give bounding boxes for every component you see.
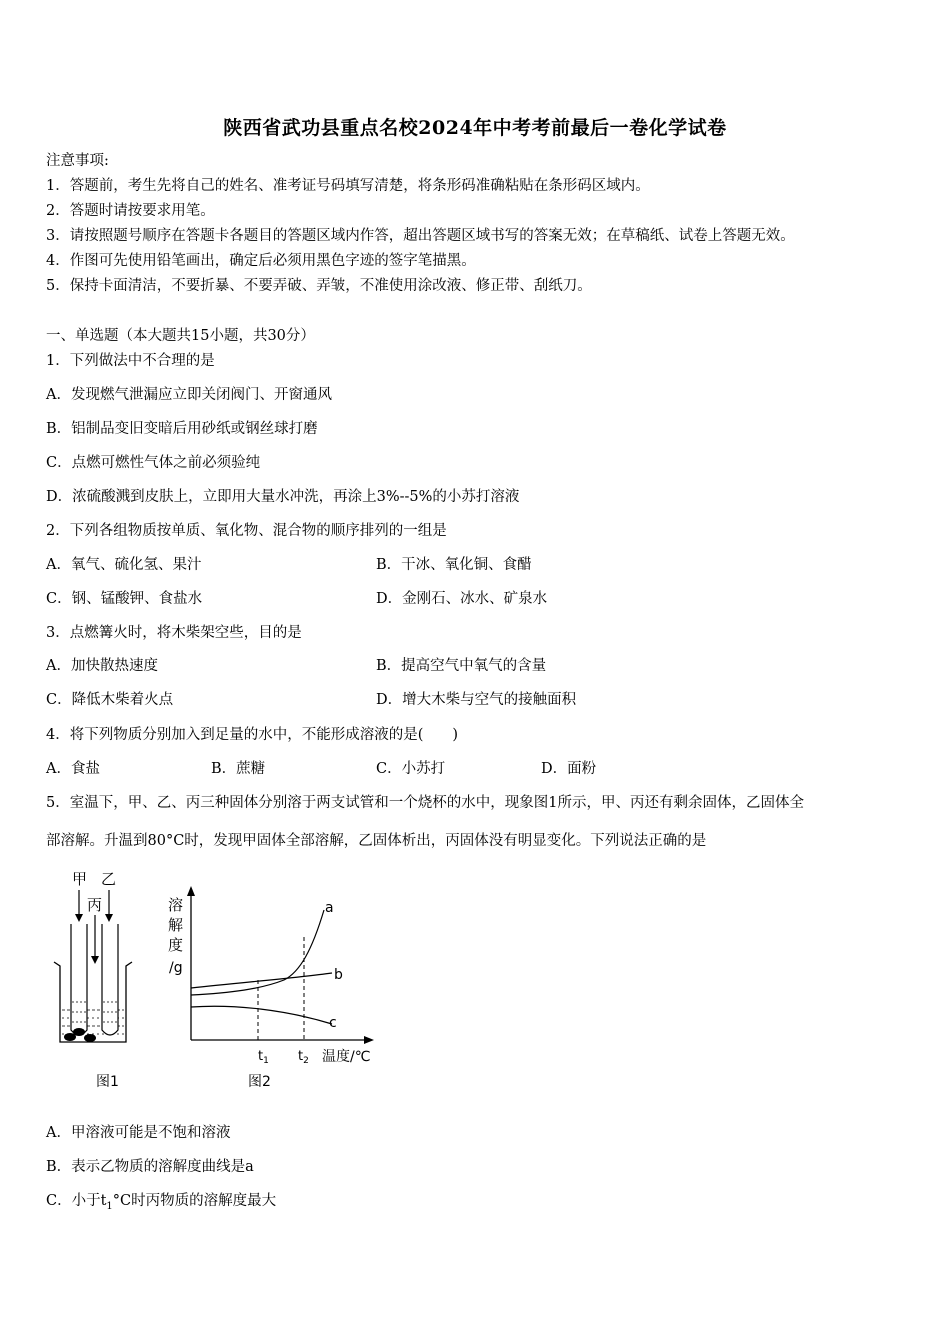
q4-option-c: C．小苏打 <box>376 761 446 777</box>
fig2-xlabel: 温度/℃ <box>322 1049 371 1065</box>
curve-c <box>191 1006 332 1024</box>
q5-option-a: A．甲溶液可能是不饱和溶液 <box>46 1125 231 1141</box>
q3-option-a: A．加快散热速度 <box>46 658 158 674</box>
notice-item-3: 3．请按照题号顺序在答题卡各题目的答题区域内作答，超出答题区域书写的答案无效；在草稿纸、试卷上答题无效。 <box>46 228 795 244</box>
q1-option-a: A．发现燃气泄漏应立即关闭阀门、开窗通风 <box>46 387 332 403</box>
q3-option-c: C．降低木柴着火点 <box>46 692 174 708</box>
notice-item-2: 2．答题时请按要求用笔。 <box>46 203 215 219</box>
fig2-ylabel-unit: /g <box>169 960 183 976</box>
q1-stem: 1．下列做法中不合理的是 <box>46 353 215 369</box>
q2-option-a: A．氧气、硫化氢、果汁 <box>46 557 202 573</box>
q4-stem: 4．将下列物质分别加入到足量的水中，不能形成溶液的是( ) <box>46 727 459 743</box>
fig1-label-jia: 甲 <box>72 870 88 888</box>
q1-option-d: D．浓硫酸溅到皮肤上，立即用大量水冲洗，再涂上3%--5%的小苏打溶液 <box>46 489 520 505</box>
q4-option-d: D．面粉 <box>541 761 597 777</box>
fig2-ylabel-2: 解 <box>168 916 184 934</box>
fig2-curve-c-label: c <box>329 1015 337 1031</box>
q2-option-d: D．金刚石、冰水、矿泉水 <box>376 591 548 607</box>
notice-item-1: 1．答题前，考生先将自己的姓名、准考证号码填写清楚，将条形码准确粘贴在条形码区域内。 <box>46 178 650 194</box>
figure1-beaker-diagram <box>54 870 132 1090</box>
fig1-caption: 图1 <box>96 1074 119 1090</box>
fig2-ylabel-1: 溶 <box>168 896 184 914</box>
q3-stem: 3．点燃篝火时，将木柴架空些，目的是 <box>46 625 302 641</box>
fig2-caption: 图2 <box>248 1074 271 1090</box>
notice-item-5: 5．保持卡面清洁，不要折暴、不要弄破、弄皱，不准使用涂改液、修正带、刮纸刀。 <box>46 278 592 294</box>
q3-option-b: B．提高空气中氧气的含量 <box>376 658 547 674</box>
q5-option-c: C．小于$t_1^\circ C$时丙物质的溶解度最大 <box>46 1193 277 1212</box>
q5-stem-line1: 5．室温下，甲、乙、丙三种固体分别溶于两支试管和一个烧杯的水中，现象图1所示，甲、丙还有剩余固体，乙固体全 <box>46 795 804 811</box>
notice-item-4: 4．作图可先使用铅笔画出，确定后必须用黑色字迹的签字笔描黑。 <box>46 253 476 269</box>
curve-b <box>191 973 332 988</box>
fig2-curve-b-label: b <box>334 967 343 983</box>
section-heading: 一、单选题（本大题共15小题，共30分） <box>46 328 315 344</box>
q4-option-b: B．蔗糖 <box>211 761 266 777</box>
q1-option-c: C．点燃可燃性气体之前必须验纯 <box>46 455 261 471</box>
q5-figure <box>46 862 396 1097</box>
fig1-label-yi: 乙 <box>101 870 117 888</box>
notice-heading: 注意事项: <box>46 153 109 169</box>
fig2-ylabel-3: 度 <box>168 936 184 954</box>
q5-stem-line2: 部溶解。升温到80°C时，发现甲固体全部溶解，乙固体析出，丙固体没有明显变化。下列说法正确的是 <box>46 833 707 849</box>
page-title: 陕西省武功县重点名校2024年中考考前最后一卷化学试卷 <box>223 117 727 139</box>
figure2-solubility-graph <box>168 886 374 1090</box>
q4-option-a: A．食盐 <box>46 761 100 777</box>
fig2-t2-label: $t_2$ <box>298 1049 309 1066</box>
fig1-label-bing: 丙 <box>87 896 103 914</box>
q1-option-b: B．铝制品变旧变暗后用砂纸或钢丝球打磨 <box>46 421 318 437</box>
fig2-curve-a-label: a <box>325 900 334 916</box>
q3-option-d: D．增大木柴与空气的接触面积 <box>376 692 577 708</box>
q2-option-c: C．钢、锰酸钾、食盐水 <box>46 591 203 607</box>
q2-stem: 2．下列各组物质按单质、氧化物、混合物的顺序排列的一组是 <box>46 523 447 539</box>
q5-option-b: B．表示乙物质的溶解度曲线是a <box>46 1159 254 1175</box>
fig2-t1-label: $t_1$ <box>258 1049 269 1066</box>
q2-option-b: B．干冰、氧化铜、食醋 <box>376 557 532 573</box>
